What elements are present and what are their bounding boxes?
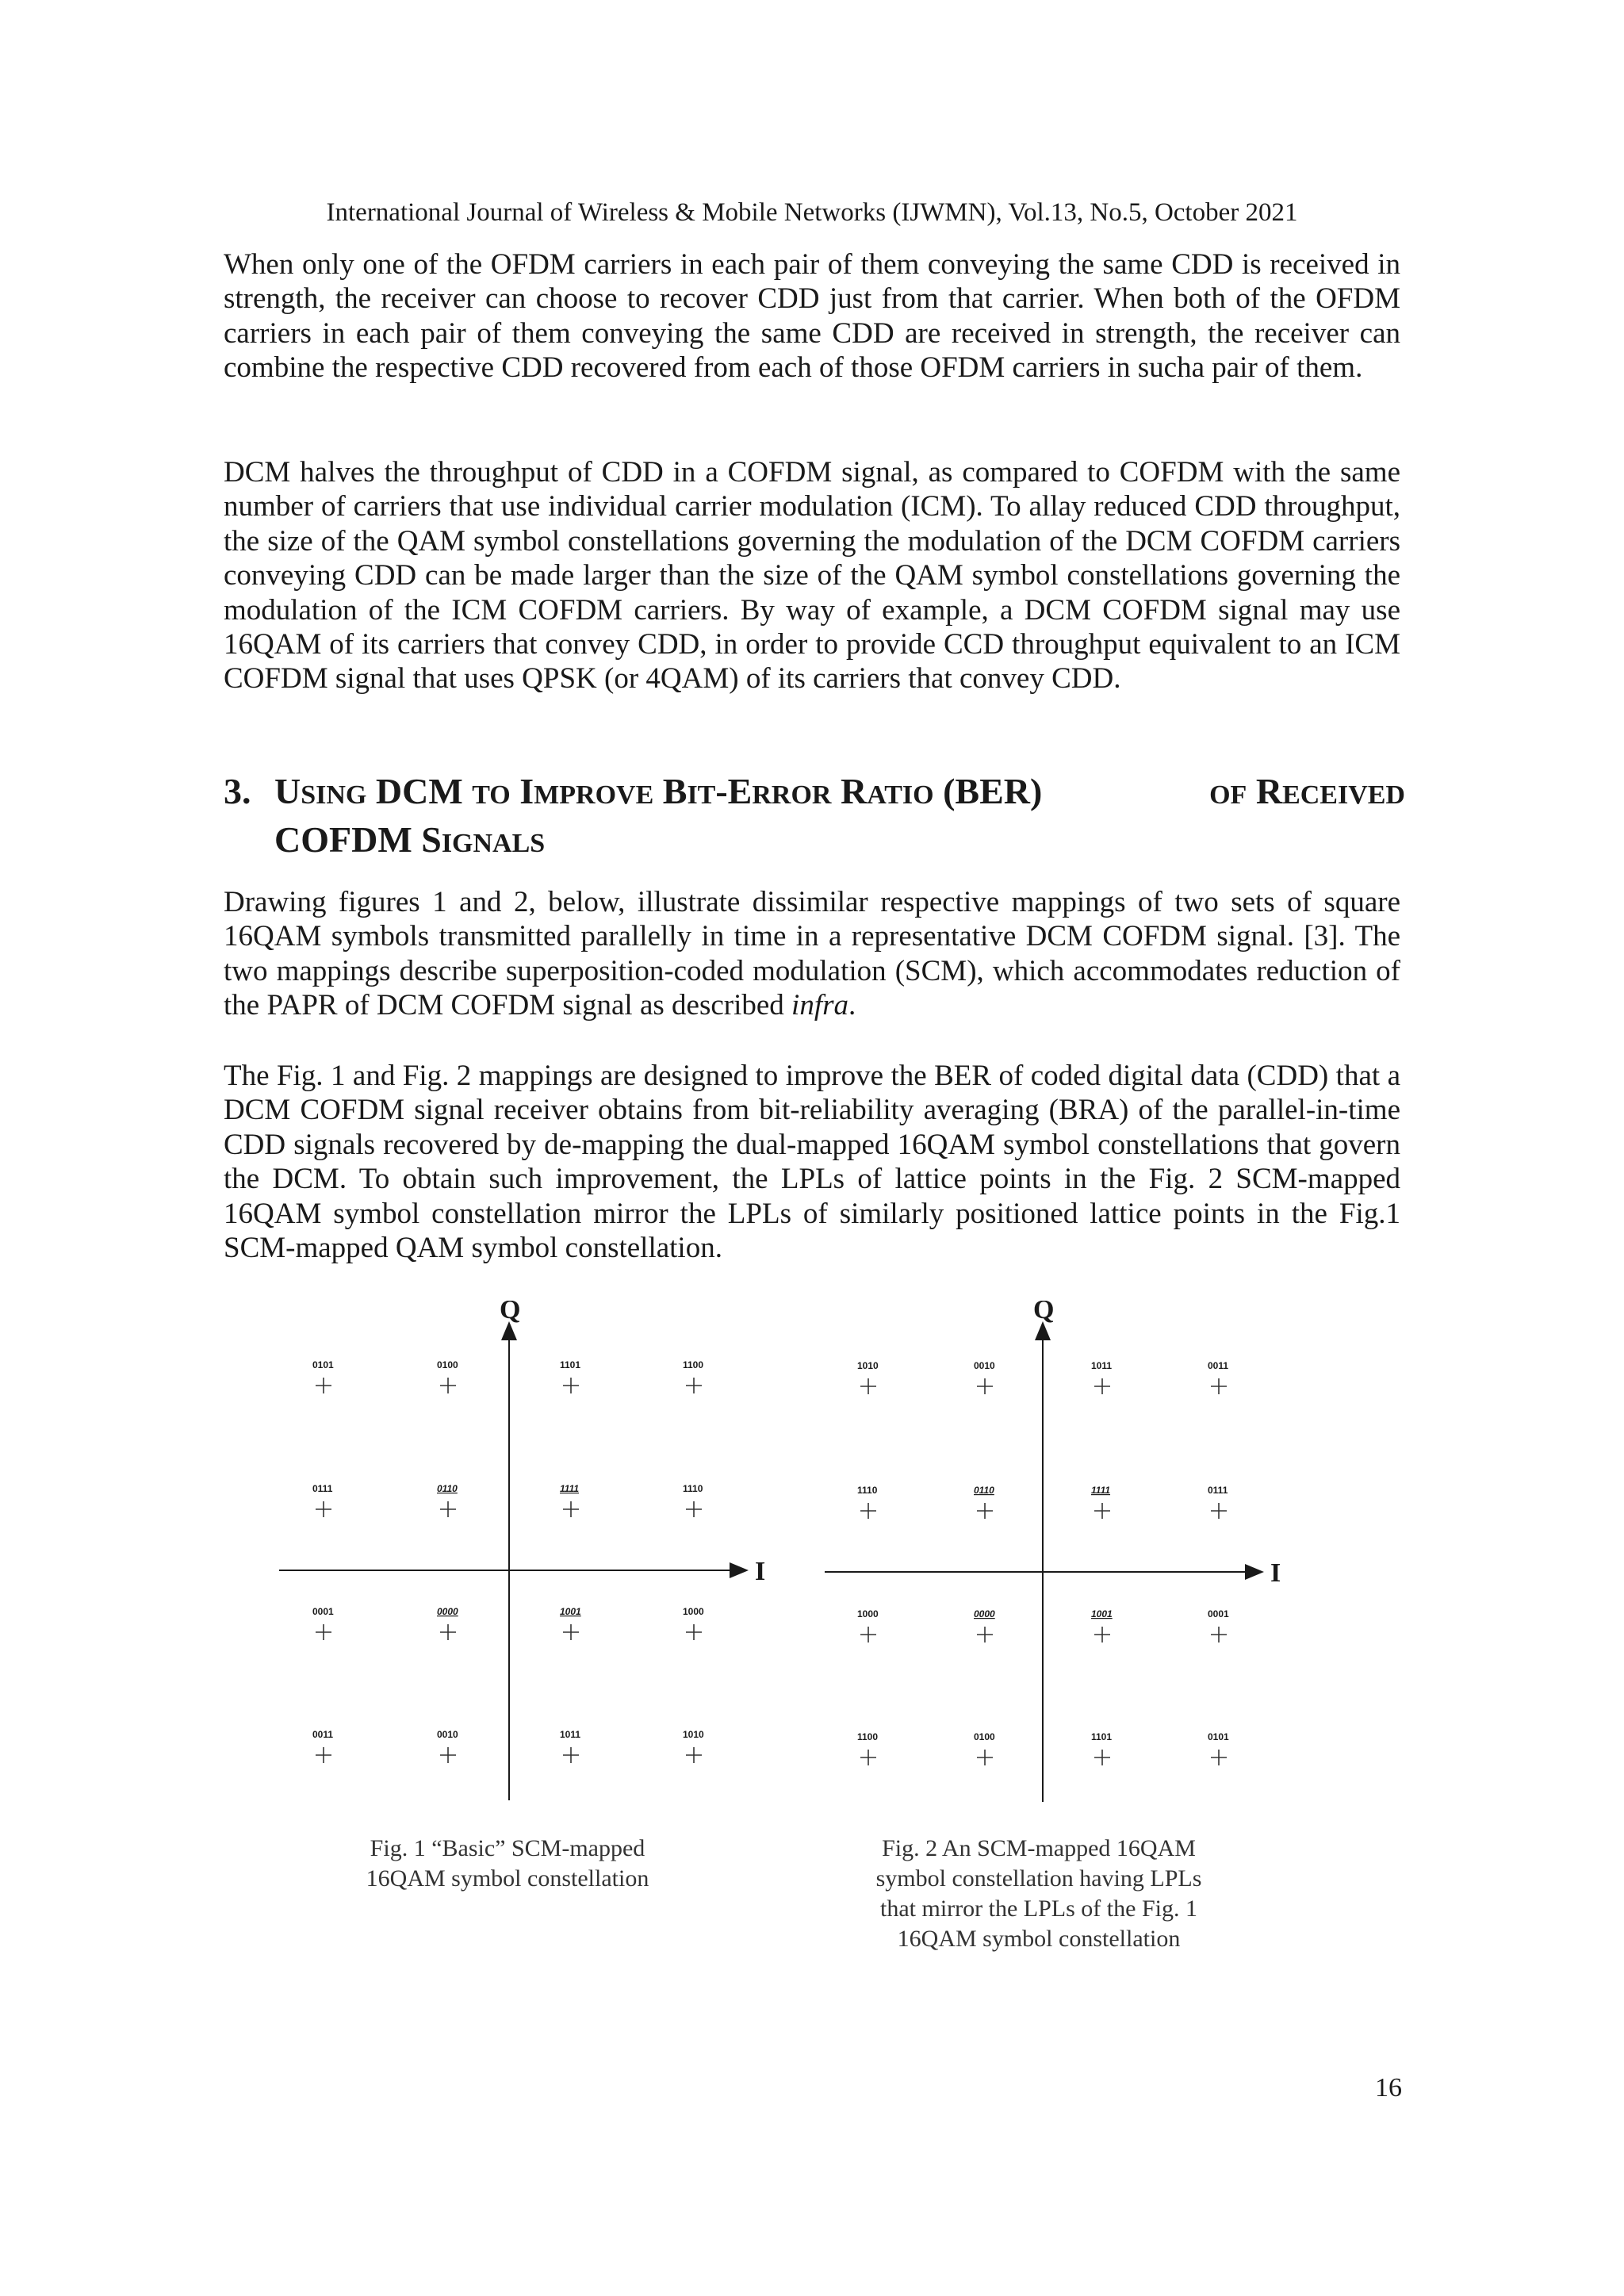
paragraph-3 (224, 885, 1400, 1023)
fig2-point-label: 1011 (1091, 1360, 1113, 1371)
fig2-point-label: 0110 (974, 1485, 994, 1496)
figure-1-caption-line: Fig. 1 “Basic” SCM-mapped (370, 1835, 645, 1861)
fig1-point-label: 0000 (437, 1606, 458, 1617)
fig1-q-label: Q (500, 1301, 521, 1324)
paragraph-2 (224, 455, 1400, 696)
heading-part: SING (301, 780, 367, 810)
fig1-point-label: 1111 (560, 1483, 580, 1494)
paragraph-4-text: The Fig. 1 and Fig. 2 mappings are designed to improve the BER of coded digital data (CDD) that a DCM COFDM signal receiver obtains from bit-reliability averaging (BRA) of the parallel-in-time CDD signals recovered by de-mapping the dual-mapped 16QAM symbol constellations that govern the DCM. To obtain such improvement, the LPLs of lattice points in the Fig. 2 SCM-mapped 16QAM symbol constellation mirror the LPLs of similarly positioned lattice points in the Fig.1 SCM-mapped QAM symbol constellation. (224, 1060, 1400, 1265)
heading-part: COFDM S (274, 819, 442, 860)
fig2-point-label: 0010 (974, 1360, 995, 1371)
heading-part: TO (472, 780, 511, 810)
fig1-point-label: 1011 (560, 1729, 581, 1740)
heading-part: OF (1209, 780, 1247, 810)
figure-2-caption-line: that mirror the LPLs of the Fig. 1 (880, 1895, 1197, 1922)
fig1-point-label: 0111 (312, 1483, 333, 1494)
paragraph-4 (224, 1059, 1400, 1265)
fig2-point-label: 1100 (857, 1731, 879, 1742)
fig2-point-label: 0111 (1208, 1485, 1228, 1496)
fig1-point-label: 1100 (683, 1359, 704, 1370)
section-number: 3. (224, 771, 251, 811)
heading-part: B (653, 771, 688, 811)
heading-part: U (274, 771, 301, 811)
paragraph-3-end: . (848, 989, 856, 1022)
heading-part: R (831, 771, 868, 811)
fig2-point-label: 0000 (974, 1608, 995, 1619)
paragraph-2-text: DCM halves the throughput of CDD in a COFDM signal, as compared to COFDM with the same number of carriers that use individual carrier modulation (ICM). To allay reduced CDD throughput, the size of the QAM symbol constellations governing the modulation of the DCM COFDM carriers conveying CDD can be made larger than the size of the QAM symbol constellations governing the modulation of the ICM COFDM carriers. By way of example, a DCM COFDM signal may use 16QAM of its carriers that convey CDD, in order to provide CCD throughput equivalent to an ICM COFDM signal that uses QPSK (or 4QAM) of its carriers that convey CDD. (224, 456, 1400, 696)
page-number: 16 (1375, 2073, 1402, 2102)
heading-part: -E (715, 771, 753, 811)
fig1-point-label: 0110 (437, 1483, 458, 1494)
heading-part: I (510, 771, 534, 811)
figure-1-caption-line: 16QAM symbol constellation (366, 1865, 649, 1892)
paragraph-3-main: Drawing figures 1 and 2, below, illustrate dissimilar respective mappings of two sets of square 16QAM symbols transmitted parallelly in time in a representative DCM COFDM signal. [3]. The two mappings describe superposition-coded modulation (SCM), which accommodates reduction of the PAPR of DCM COFDM signal as described (224, 886, 1400, 1022)
paragraph-3-text (224, 885, 1400, 1023)
heading-part: DCM (366, 771, 473, 811)
figure-1-caption (333, 1834, 682, 1894)
heading-part: RROR (752, 780, 832, 810)
heading-part: IT (687, 780, 716, 810)
fig1-point-label: 1000 (683, 1606, 704, 1617)
paragraph-3-infra: infra (791, 989, 849, 1022)
fig2-point-label: 1010 (857, 1360, 879, 1371)
running-header: International Journal of Wireless & Mobile Networks (IJWMN), Vol.13, No.5, October 2021 (326, 198, 1298, 227)
heading-part: ATIO (867, 780, 934, 810)
fig2-point-label: 1000 (857, 1608, 879, 1619)
fig2-point-label: 0011 (1208, 1360, 1229, 1371)
figure-2-caption (841, 1834, 1237, 1954)
heading-part: R (1247, 771, 1283, 811)
figure-1-constellation (279, 1301, 765, 1800)
fig2-i-label: I (1270, 1558, 1281, 1588)
fig1-point-label: 0101 (312, 1359, 334, 1370)
fig2-point-label: 1111 (1091, 1485, 1111, 1496)
fig2-point-label: 0101 (1208, 1731, 1229, 1742)
fig1-point-label: 0010 (437, 1729, 458, 1740)
fig2-point-label: 1101 (1091, 1731, 1113, 1742)
fig1-point-label: 0001 (312, 1606, 334, 1617)
section-heading (224, 769, 1405, 866)
figure-2-constellation (825, 1301, 1281, 1802)
constellation-figures (270, 1301, 1316, 1808)
heading-part: IGNALS (441, 829, 546, 858)
fig1-point-label: 0011 (312, 1729, 334, 1740)
fig1-i-label: I (755, 1557, 766, 1586)
figure-2-caption-line: Fig. 2 An SCM-mapped 16QAM (882, 1835, 1196, 1861)
fig2-point-label: 1001 (1091, 1608, 1113, 1619)
fig2-point-label: 0001 (1208, 1608, 1229, 1619)
paragraph-1 (224, 247, 1400, 385)
figure-2-caption-line: symbol constellation having LPLs (875, 1865, 1202, 1892)
fig2-point-label: 0100 (974, 1731, 995, 1742)
heading-part: (BER) (933, 771, 1043, 811)
paragraph-1-text: When only one of the OFDM carriers in each pair of them conveying the same CDD is received in strength, the receiver can choose to recover CDD just from that carrier. When both of the OFDM carriers in each pair of them conveying the same CDD are received in strength, the receiver can combine the respective CDD recovered from each of those OFDM carriers in sucha pair of them. (224, 248, 1400, 385)
fig2-point-label: 1110 (857, 1485, 878, 1496)
fig1-point-label: 1101 (560, 1359, 581, 1370)
fig2-q-label: Q (1033, 1301, 1055, 1324)
heading-part: ECEIVED (1282, 780, 1405, 810)
fig1-point-label: 1110 (683, 1483, 703, 1494)
figure-2-caption-line: 16QAM symbol constellation (897, 1926, 1181, 1952)
fig1-point-label: 1010 (683, 1729, 704, 1740)
fig1-point-label: 0100 (437, 1359, 458, 1370)
heading-part: MPROVE (534, 780, 654, 810)
fig1-point-label: 1001 (560, 1606, 581, 1617)
